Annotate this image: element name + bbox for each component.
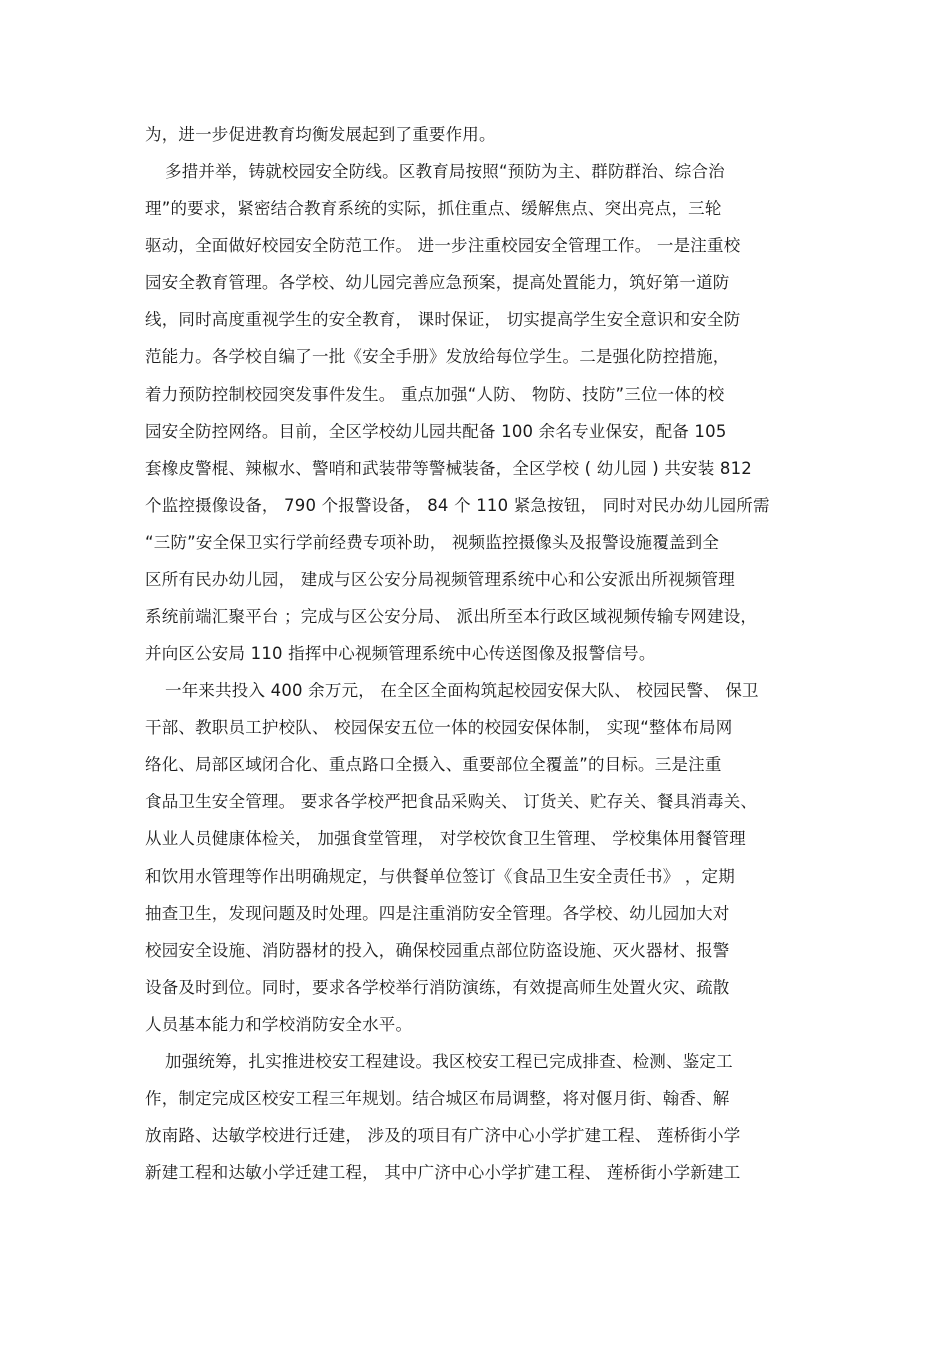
text-line: 个监控摄像设备， 790 个报警设备， 84 个 110 紧急按钮， 同时对民办幼儿园所需 xyxy=(145,496,770,515)
text-line: 套橡皮警棍、辣椒水、警哨和武装带等警械装备，全区学校 ( 幼儿园 ) 共安装 812 xyxy=(145,459,752,478)
text-line: 园安全教育管理。各学校、幼儿园完善应急预案，提高处置能力，筑好第一道防 xyxy=(145,273,730,292)
text-line: 新建工程和达敏小学迁建工程， 其中广济中心小学扩建工程、 莲桥街小学新建工 xyxy=(145,1163,741,1182)
text-line: 范能力。各学校自编了一批《安全手册》发放给每位学生。二是强化防控措施， xyxy=(145,347,730,366)
text-line: 校园安全设施、消防器材的投入，确保校园重点部位防盗设施、灭火器材、报警 xyxy=(145,941,730,960)
text-line: 从业人员健康体检关， 加强食堂管理， 对学校饮食卫生管理、 学校集体用餐管理 xyxy=(145,829,746,848)
text-line: 和饮用水管理等作出明确规定，与供餐单位签订《食品卫生安全责任书》 ，定期 xyxy=(145,867,735,886)
text-line: 络化、局部区域闭合化、重点路口全摄入、重要部位全覆盖”的目标。三是注重 xyxy=(145,755,722,774)
text-line: 系统前端汇聚平台 ；完成与区公安分局、 派出所至本行政区域视频传输专网建设， xyxy=(145,607,758,626)
text-line: 驱动，全面做好校园安全防范工作。 进一步注重校园安全管理工作。 一是注重校 xyxy=(145,236,741,255)
text-line: 区所有民办幼儿园， 建成与区公安分局视频管理系统中心和公安派出所视频管理 xyxy=(145,570,735,589)
text-line: 并向区公安局 110 指挥中心视频管理系统中心传送图像及报警信号。 xyxy=(145,644,656,663)
text-line: 干部、教职员工护校队、 校园保安五位一体的校园安保体制， 实现“整体布局网 xyxy=(145,718,733,737)
text-line: 食品卫生安全管理。 要求各学校严把食品采购关、 订货关、贮存关、餐具消毒关、 xyxy=(145,792,758,811)
text-line: “三防”安全保卫实行学前经费专项补助， 视频监控摄像头及报警设施覆盖到全 xyxy=(145,533,720,552)
text-line: 作，制定完成区校安工程三年规划。结合城区布局调整，将对偃月街、翰香、解 xyxy=(145,1089,730,1108)
text-line: 理”的要求，紧密结合教育系统的实际，抓住重点、缓解焦点、突出亮点，三轮 xyxy=(145,199,722,218)
paragraph-start-line: 多措并举，铸就校园安全防线。区教育局按照“预防为主、群防群治、综合治 xyxy=(165,162,725,181)
text-line: 放南路、达敏学校进行迁建， 涉及的项目有广济中心小学扩建工程、 莲桥街小学 xyxy=(145,1126,741,1145)
text-line: 抽查卫生，发现问题及时处理。四是注重消防安全管理。各学校、幼儿园加大对 xyxy=(145,904,730,923)
text-line: 设备及时到位。同时，要求各学校举行消防演练，有效提高师生处置火灾、疏散 xyxy=(145,978,730,997)
paragraph-start-line: 加强统筹，扎实推进校安工程建设。我区校安工程已完成排查、检测、鉴定工 xyxy=(165,1052,733,1071)
text-line: 线，同时高度重视学生的安全教育， 课时保证， 切实提高学生安全意识和安全防 xyxy=(145,310,741,329)
text-line: 园安全防控网络。目前，全区学校幼儿园共配备 100 余名专业保安，配备 105 xyxy=(145,422,727,441)
text-line: 人员基本能力和学校消防安全水平。 xyxy=(145,1015,413,1034)
paragraph-start-line: 一年来共投入 400 余万元， 在全区全面构筑起校园安保大队、 校园民警、 保卫 xyxy=(165,681,759,700)
text-line: 为，进一步促进教育均衡发展起到了重要作用。 xyxy=(145,125,496,144)
text-line: 着力预防控制校园突发事件发生。 重点加强“人防、 物防、技防”三位一体的校 xyxy=(145,385,725,404)
